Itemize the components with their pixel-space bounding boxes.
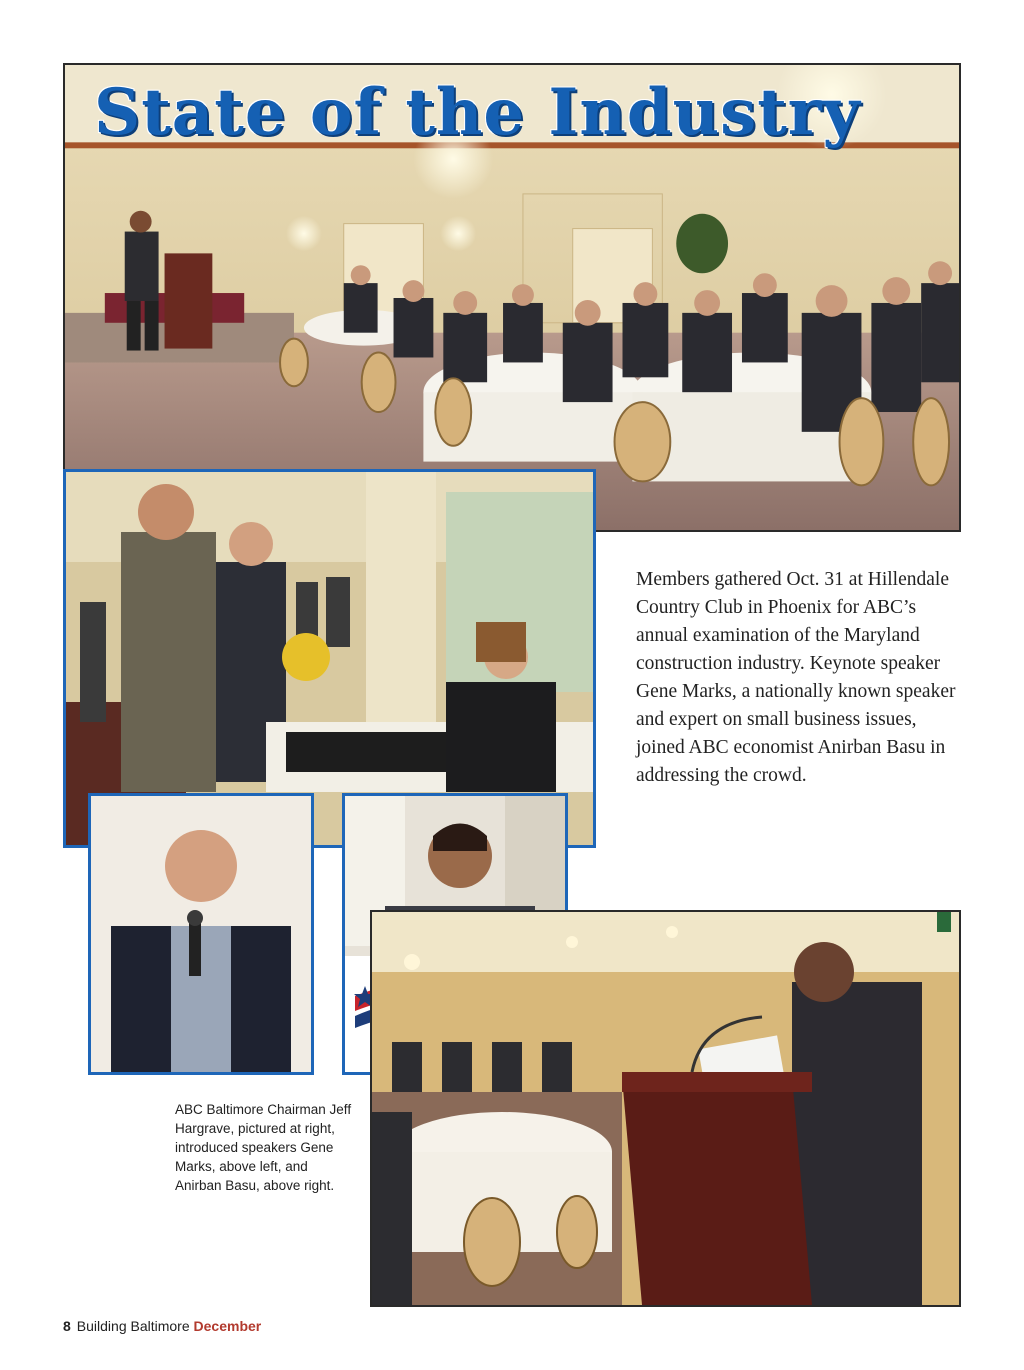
gene-marks-photo <box>88 793 314 1075</box>
main-caption: Members gathered Oct. 31 at Hillendale Country Club in Phoenix for ABC’s annual examination of the Maryland construction industry. Keynote speaker Gene Marks, a nationally known speaker and expert on small business issues, joined ABC economist Anirban Basu in addressing the crowd. <box>636 569 956 786</box>
headline-title: State of the Industry <box>94 75 861 150</box>
issue-month: December <box>193 1318 262 1334</box>
photo-caption: ABC Baltimore Chairman Jeff Hargrave, pictured at right, introduced speakers Gene Marks, above left, and Anirban Basu, above right. <box>175 1102 352 1193</box>
page-number: 8 <box>63 1318 71 1334</box>
page-footer <box>63 1318 261 1334</box>
chairman-registration-photo <box>63 469 596 848</box>
publication-name: Building Baltimore <box>76 1318 190 1334</box>
podium-speaker-photo <box>370 910 961 1307</box>
